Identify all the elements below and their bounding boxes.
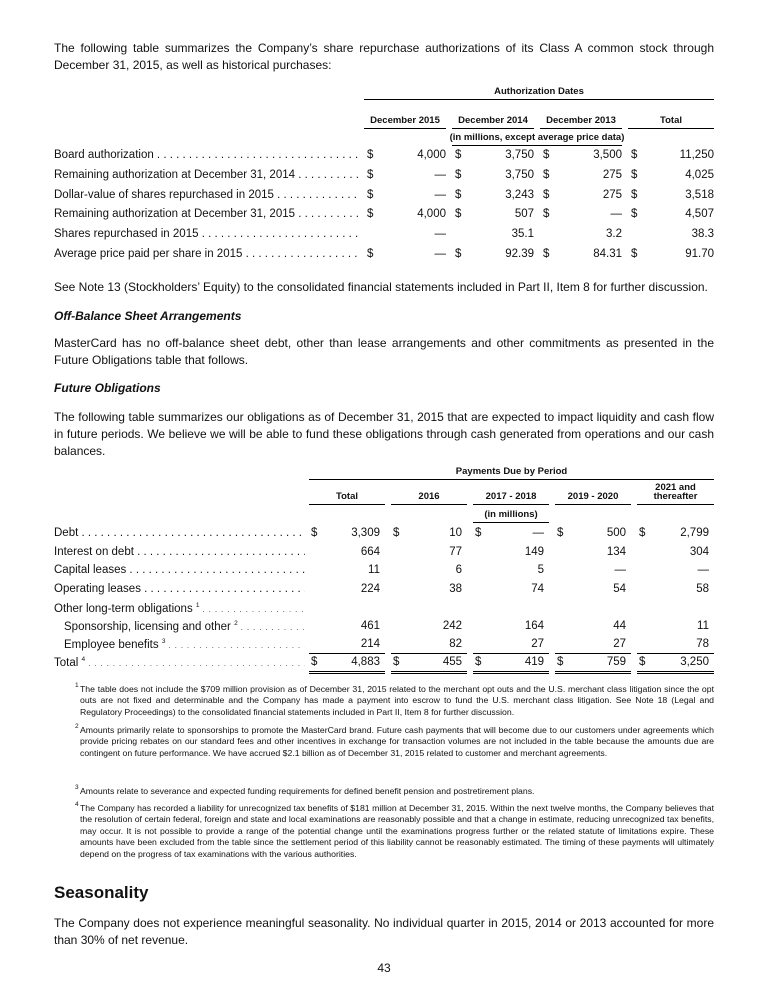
repurchase-col-rule [628, 128, 714, 129]
footnote-number: 1 [75, 682, 79, 689]
obligations-cell-value: 58 [696, 583, 709, 595]
obligations-units-rule [473, 522, 549, 523]
repurchase-row-label: Average price paid per share in 2015 . . . [54, 248, 360, 260]
future-obligations-heading: Future Obligations [54, 381, 161, 395]
currency-symbol: $ [543, 149, 550, 161]
obligations-col-rule [555, 504, 631, 505]
repurchase-cell-value: 3,518 [685, 188, 714, 201]
obligations-cell-value: 3,250 [680, 656, 709, 668]
footnote-text: Amounts relate to severance and expected funding requirements for defined benefit pension and postretirement plans. [80, 786, 535, 796]
footnote-text: The Company has recorded a liability for unrecognized tax benefits of $181 million at December 31, 2015. Within the next twelve months, the Company believes that the resolution of certain federal, foreign and state and local examinations are reasonably possible and that a change in estimate, reducing unrecognized tax benefits, may occur. It is not possible to provide a range of the potential change until the examinations progress further or the related statute of limitations expire. These amounts have been excluded from the table since the settlement period of this liability cannot be reasonably estimated. The timing of these payments will ultimately depend on the progress of tax examinations with the various authorities. [80, 803, 714, 859]
obligations-group-rule [309, 479, 714, 480]
total-double-rule [473, 673, 549, 674]
obligations-cell-value: 214 [360, 638, 380, 650]
footnote [75, 723, 714, 759]
obligations-row-label-text: Capital leases [54, 564, 127, 576]
total-double-rule [555, 671, 631, 672]
obligations-row-label-text: Employee benefits [64, 638, 159, 651]
obligations-col-rule [391, 504, 467, 505]
total-top-rule [473, 653, 549, 654]
total-double-rule [391, 673, 467, 674]
obligations-cell-value: — [697, 564, 709, 576]
obligations-col-rule [637, 504, 714, 505]
footnote-number: 2 [75, 723, 79, 730]
currency-symbol: $ [455, 168, 462, 181]
obligations-row-label [54, 656, 305, 669]
obligations-col-header-line2: thereafter [653, 491, 698, 502]
seasonality-heading: Seasonality [54, 883, 149, 902]
obligations-cell-value: 2,799 [680, 527, 709, 539]
repurchase-col-header: December 2015 [370, 115, 440, 126]
obligations-cell-value: 3,309 [351, 527, 380, 539]
currency-symbol: $ [543, 188, 550, 201]
total-double-rule [473, 671, 549, 672]
obligations-row-label [54, 564, 305, 576]
obligations-group-header: Payments Due by Period [455, 466, 568, 477]
repurchase-col-header: December 2014 [458, 115, 528, 126]
repurchase-cell-value: — [434, 228, 446, 241]
obligations-cell-value: 304 [689, 546, 709, 558]
obligations-cell-value: 10 [449, 527, 462, 539]
currency-symbol: $ [455, 248, 462, 260]
total-double-rule [391, 671, 467, 672]
repurchase-row-label: Remaining authorization at December 31, 2014 . . . [54, 169, 360, 181]
obligations-cell-value: 242 [442, 620, 462, 632]
obligations-cell-value: 11 [697, 620, 709, 632]
seasonality-paragraph: The Company does not experience meaningful seasonality. No individual quarter in 2015, 2014 or 2013 accounted for more than 30% of net revenue. [54, 916, 714, 947]
currency-symbol: $ [543, 208, 550, 221]
off-balance-paragraph: MasterCard has no off-balance sheet debt, other than lease arrangements and other commitments as presented in the Future Obligations table that follows. [54, 336, 714, 367]
repurchase-cell-value: — [434, 188, 446, 201]
currency-symbol: $ [311, 656, 318, 668]
intro-paragraph: The following table summarizes the Company’s share repurchase authorizations of its Class A common stock through December 31, 2015, as well as historical purchases: [54, 41, 714, 72]
obligations-units-note: (in millions) [484, 509, 538, 520]
obligations-cell-value: 82 [449, 638, 462, 650]
currency-symbol: $ [455, 188, 462, 201]
obligations-cell-value: 224 [360, 583, 380, 595]
obligations-cell-value: 38 [449, 583, 462, 595]
repurchase-units-rule [452, 145, 622, 146]
repurchase-cell-value: 11,250 [679, 149, 714, 161]
repurchase-cell-value: — [434, 248, 446, 260]
obligations-cell-value: 27 [613, 638, 626, 650]
currency-symbol: $ [311, 527, 318, 539]
repurchase-cell-value: 92.39 [505, 248, 534, 260]
repurchase-cell-value: 4,025 [685, 168, 714, 181]
currency-symbol: $ [631, 208, 638, 221]
obligations-cell-value: 455 [442, 656, 462, 668]
footnote-ref: 3 [161, 638, 166, 645]
currency-symbol: $ [367, 248, 374, 260]
obligations-row-label-text: Total [54, 656, 79, 669]
repurchase-cell-value: 3,243 [505, 188, 534, 201]
currency-symbol: $ [639, 527, 646, 539]
currency-symbol: $ [393, 656, 400, 668]
footnote [75, 682, 714, 718]
obligations-col-header-line1: 2021 and [655, 482, 696, 493]
currency-symbol: $ [543, 248, 550, 260]
currency-symbol: $ [475, 656, 482, 668]
obligations-cell-value: 77 [449, 546, 462, 558]
obligations-row-label [54, 527, 305, 539]
obligations-row-label-text: Interest on debt [54, 546, 134, 558]
obligations-cell-value: — [532, 527, 544, 539]
currency-symbol: $ [557, 527, 564, 539]
repurchase-row-label: Board authorization . . . [54, 149, 360, 161]
currency-symbol: $ [393, 527, 400, 539]
footnote-number: 4 [75, 801, 79, 808]
obligations-col-header: 2016 [418, 491, 440, 502]
repurchase-units-note: (in millions, except average price data) [449, 132, 625, 143]
footnote-ref: 4 [81, 656, 86, 663]
currency-symbol: $ [631, 149, 638, 161]
currency-symbol: $ [631, 188, 638, 201]
obligations-col-rule [473, 504, 549, 505]
obligations-cell-value: 149 [524, 546, 544, 558]
repurchase-row-label: Remaining authorization at December 31, 2015 . . . [54, 208, 360, 220]
off-balance-heading: Off-Balance Sheet Arrangements [54, 309, 242, 323]
repurchase-cell-value: 84.31 [593, 248, 622, 260]
future-obligations-paragraph: The following table summarizes our obligations as of December 31, 2015 that are expected to impact liquidity and cash flow in future periods. We believe we will be able to fund these obligations through cash generated from operations and our cash balances. [54, 410, 714, 458]
currency-symbol: $ [543, 168, 550, 181]
obligations-cell-value: 11 [368, 564, 380, 576]
obligations-cell-value: 664 [360, 546, 380, 558]
repurchase-cell-value: 275 [602, 188, 622, 201]
obligations-cell-value: 759 [606, 656, 626, 668]
obligations-cell-value: 44 [613, 620, 626, 632]
repurchase-cell-value: 507 [514, 208, 534, 221]
repurchase-cell-value: 275 [602, 168, 622, 181]
obligations-cell-value: 4,883 [351, 656, 380, 668]
total-top-rule [391, 653, 467, 654]
total-top-rule [309, 653, 385, 654]
total-top-rule [637, 653, 714, 654]
obligations-cell-value: 6 [455, 564, 462, 576]
obligations-row-label [54, 602, 305, 615]
obligations-cell-value: 27 [531, 638, 544, 650]
repurchase-col-rule [452, 128, 534, 129]
currency-symbol: $ [367, 149, 374, 161]
obligations-col-rule [309, 504, 385, 505]
repurchase-cell-value: 3,500 [593, 149, 622, 161]
currency-symbol: $ [367, 188, 374, 201]
currency-symbol: $ [367, 168, 374, 181]
repurchase-cell-value: — [434, 168, 446, 181]
repurchase-cell-value: 4,507 [685, 208, 714, 221]
repurchase-cell-value: 4,000 [417, 208, 446, 221]
obligations-row-label [54, 583, 305, 595]
obligations-row-label [64, 620, 305, 633]
repurchase-cell-value: 3,750 [505, 149, 534, 161]
currency-symbol: $ [631, 168, 638, 181]
obligations-col-header: Total [336, 491, 358, 502]
obligations-row-label-text: Other long-term obligations [54, 602, 193, 615]
repurchase-row-label: Dollar-value of shares repurchased in 2015 . . . [54, 189, 360, 201]
currency-symbol: $ [631, 248, 638, 260]
currency-symbol: $ [455, 208, 462, 221]
repurchase-col-rule [540, 128, 622, 129]
footnote-text: The table does not include the $709 million provision as of December 31, 2015 related to the merchant opt outs and the U.S. merchant class litigation since the opt outs are not fixed and determinable and the Company has made a payment into escrow to fund the U.S. merchant class litigation. See Note 18 (Legal and Regulatory Proceedings) to the consolidated financial statements included in Part II, Item 8 for further discussion. [80, 684, 714, 717]
footnote-ref: 2 [234, 620, 238, 627]
repurchase-cell-value: 3,750 [505, 168, 534, 181]
obligations-cell-value: 74 [531, 583, 544, 595]
repurchase-cell-value: — [610, 208, 622, 221]
obligations-cell-value: 54 [613, 583, 626, 595]
obligations-cell-value: 461 [360, 620, 380, 632]
repurchase-cell-value: 3.2 [606, 228, 622, 241]
obligations-row-label-text: Operating leases [54, 583, 141, 595]
repurchase-col-rule [364, 128, 446, 129]
obligations-cell-value: — [614, 564, 626, 576]
total-double-rule [637, 673, 714, 674]
obligations-cell-value: 78 [696, 638, 709, 650]
currency-symbol: $ [455, 149, 462, 161]
obligations-cell-value: 164 [524, 620, 544, 632]
obligations-cell-value: 134 [606, 546, 626, 558]
currency-symbol: $ [639, 656, 646, 668]
repurchase-row-label: Shares repurchased in 2015 . . . [54, 228, 360, 240]
obligations-cell-value: 500 [606, 527, 626, 539]
page-number: 43 [377, 961, 391, 975]
currency-symbol: $ [367, 208, 374, 221]
repurchase-cell-value: 35.1 [511, 228, 534, 241]
total-top-rule [555, 653, 631, 654]
obligations-col-header: 2017 - 2018 [485, 491, 537, 502]
total-double-rule [637, 671, 714, 672]
see-note-paragraph: See Note 13 (Stockholders’ Equity) to the consolidated financial statements included in Part II, Item 8 for further discussion. [54, 280, 708, 294]
obligations-row-label-text: Debt [54, 527, 79, 539]
currency-symbol: $ [475, 527, 482, 539]
obligations-row-label-text: Sponsorship, licensing and other [64, 620, 231, 633]
total-double-rule [309, 673, 385, 674]
repurchase-cell-value: 4,000 [417, 149, 446, 161]
obligations-col-header: 2019 - 2020 [567, 491, 619, 502]
total-double-rule [555, 673, 631, 674]
repurchase-group-header: Authorization Dates [494, 86, 584, 97]
repurchase-col-header: Total [660, 115, 682, 126]
repurchase-group-rule [364, 99, 714, 100]
total-double-rule [309, 671, 385, 672]
repurchase-col-header: December 2013 [546, 115, 616, 126]
footnote-ref: 1 [195, 602, 200, 609]
currency-symbol: $ [557, 656, 564, 668]
repurchase-cell-value: 91.70 [685, 248, 714, 260]
obligations-cell-value: 419 [524, 656, 544, 668]
obligations-cell-value: 5 [537, 564, 544, 576]
footnote-text: Amounts primarily relate to sponsorships to promote the MasterCard brand. Future cash payments that will become due to our customers under agreements which provide pricing rebates on our standard fees and other incentives in exchange for transaction volumes are not included in the table because the amounts due are contingent on future performance. We have accrued $2.1 billion as of December 31, 2015 related to customer and merchant agreements. [80, 725, 714, 758]
footnote-number: 3 [75, 784, 79, 791]
repurchase-cell-value: 38.3 [691, 228, 714, 241]
obligations-row-label [64, 638, 305, 651]
obligations-row-label [54, 546, 305, 558]
footnote [75, 784, 714, 797]
footnote [75, 801, 714, 860]
